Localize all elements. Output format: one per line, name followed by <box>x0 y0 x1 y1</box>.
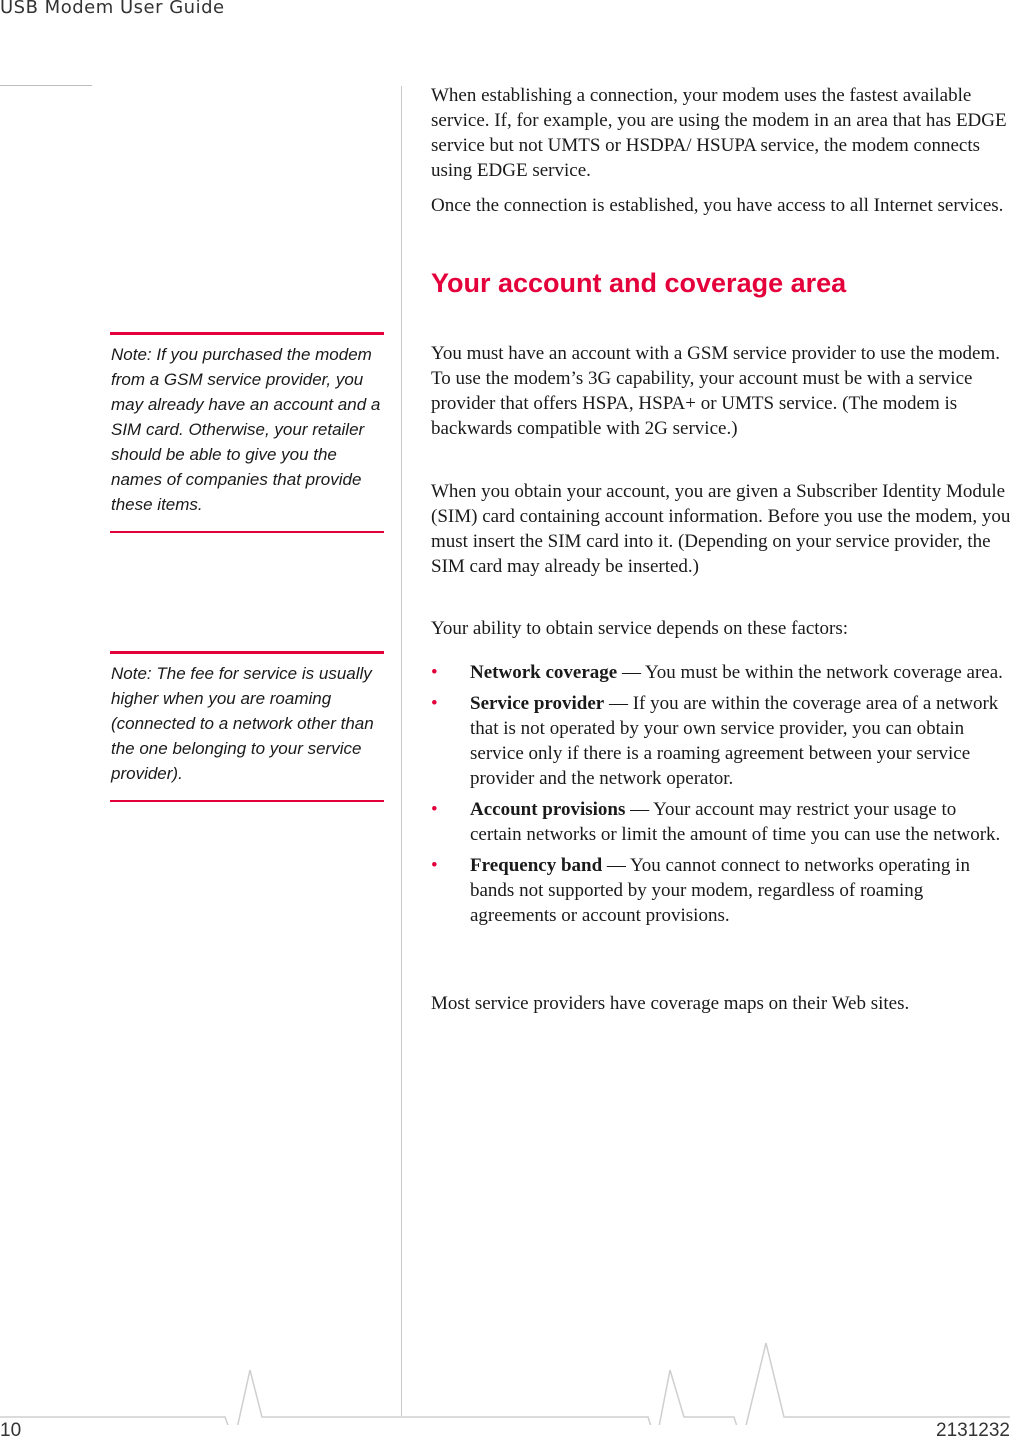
list-item <box>431 691 1010 791</box>
bullet-icon: • <box>431 855 438 876</box>
sidebar-note-roaming <box>110 651 384 802</box>
list-item-text: — Your account may restrict your usage to certain networks or limit the amount of time you can use the network. <box>470 799 1001 845</box>
footer-signal-line <box>0 1335 1010 1425</box>
list-item-term: Frequency band <box>470 855 603 876</box>
list-item-text: — If you are within the coverage area of a network that is not operated by your own service provider, you can obtain service only if there is a roaming agreement between your service provider and the network operator. <box>470 693 999 789</box>
bullet-icon: • <box>431 662 438 683</box>
list-item <box>431 660 1010 685</box>
header-rule <box>0 85 92 86</box>
column-divider <box>401 86 402 1416</box>
list-item <box>431 797 1010 847</box>
note-rule-bottom <box>110 800 384 802</box>
list-item-term: Account provisions <box>470 799 626 820</box>
account-paragraph-1: You must have an account with a GSM service provider to use the modem. To use the modem’s 3G capability, your account must be with a service provider that offers HSPA, HSPA+ or UMTS service. (The modem is backwards compatible with 2G service.) <box>431 343 1001 439</box>
list-item-text: — You must be within the network coverage area. <box>617 662 1003 683</box>
intro-paragraph-1: When establishing a connection, your modem uses the fastest available service. If, for example, you are using the modem in an area that has EDGE service but not UMTS or HSDPA/ HSUPA service, the modem connects using EDGE service. <box>431 85 1007 181</box>
sidebar-note-account <box>110 332 384 533</box>
list-item-term: Service provider <box>470 693 605 714</box>
note-text: Note: If you purchased the modem from a GSM service provider, you may already have an account and a SIM card. Otherwise, your retailer should be able to give you the names of companies that provide these items. <box>111 345 381 514</box>
document-number: 2131232 <box>936 1420 1010 1441</box>
bullet-icon: • <box>431 799 438 820</box>
factors-intro: Your ability to obtain service depends on these factors: <box>431 618 849 639</box>
bullet-icon: • <box>431 693 438 714</box>
intro-paragraph-2: Once the connection is established, you have access to all Internet services. <box>431 195 1004 216</box>
list-item <box>431 853 1010 928</box>
factors-list <box>431 660 1010 934</box>
note-rule-bottom <box>110 531 384 533</box>
section-heading: Your account and coverage area <box>431 268 847 298</box>
list-item-text: — You cannot connect to networks operating in bands not supported by your modem, regardless of roaming agreements or account provisions. <box>470 855 970 926</box>
account-paragraph-2: When you obtain your account, you are given a Subscriber Identity Module (SIM) card containing account information. Before you use the modem, you must insert the SIM card into it. (Depending on your service provider, the SIM card may already be inserted.) <box>431 481 1010 577</box>
closing-paragraph: Most service providers have coverage maps on their Web sites. <box>431 993 910 1014</box>
note-text: Note: The fee for service is usually higher when you are roaming (connected to a network other than the one belonging to your service provider). <box>111 664 374 783</box>
page-number: 10 <box>0 1420 22 1441</box>
running-header: USB Modem User Guide <box>0 0 225 18</box>
list-item-term: Network coverage <box>470 662 618 683</box>
